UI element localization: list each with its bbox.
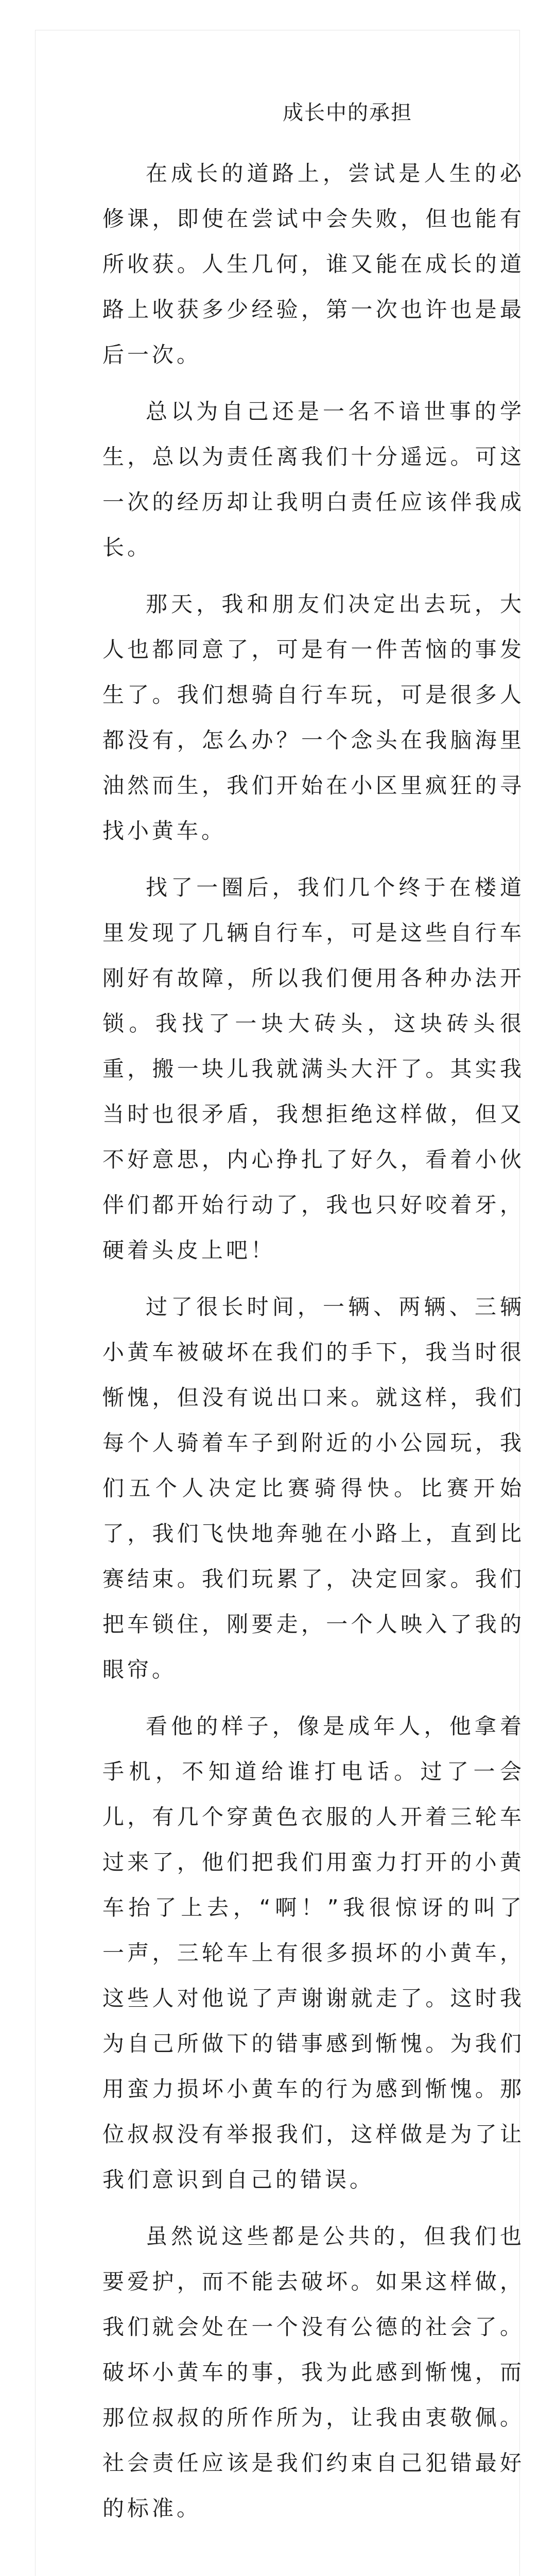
essay-paragraph-7: 虽然说这些都是公共的，但我们也要爱护，而不能去破坏。如果这样做，我们就会处在一个没有公德的社会了。破坏小黄车的事，我为此感到惭愧，而那位叔叔的所作所为，让我由衷敬佩。社会责任应该是我们约束自己犯错最好的标准。 bbox=[102, 2224, 525, 2521]
essay-paragraph-5: 过了很长时间，一辆、两辆、三辆小黄车被破坏在我们的手下，我当时很惭愧，但没有说出口来。就这样，我们每个人骑着车子到附近的小公园玩，我们五个人决定比赛骑得快。比赛开始了，我们飞快地奔驰在小路上，直到比赛结束。我们玩累了，决定回家。我们把车锁住，刚要走，一个人映入了我的眼帘。 bbox=[102, 1294, 525, 1682]
essay-paragraph-6: 看他的样子，像是成年人，他拿着手机，不知道给谁打电话。过了一会儿，有几个穿黄色衣服的人开着三轮车过来了，他们把我们用蛮力打开的小黄车抬了上去，“啊！”我很惊讶的叫了一声，三轮车上有很多损坏的小黄车，这些人对他说了声谢谢就走了。这时我为自己所做下的错事感到惭愧。为我们用蛮力损坏小黄车的行为感到惭愧。那位叔叔没有举报我们，这样做是为了让我们意识到自己的错误。 bbox=[102, 1714, 525, 2192]
essay-sheet bbox=[35, 30, 525, 2576]
essay-paragraph-1: 在成长的道路上，尝试是人生的必修课，即使在尝试中会失败，但也能有所收获。人生几何，谁又能在成长的道路上收获多少经验，第一次也许也是最后一次。 bbox=[102, 161, 525, 367]
essay-paragraph-2: 总以为自己还是一名不谙世事的学生，总以为责任离我们十分遥远。可这一次的经历却让我明白责任应该伴我成长。 bbox=[102, 399, 525, 560]
essay-body bbox=[102, 97, 525, 2543]
essay-paragraph-3: 那天，我和朋友们决定出去玩，大人也都同意了，可是有一件苦恼的事发生了。我们想骑自行车玩，可是很多人都没有，怎么办？一个念头在我脑海里油然而生，我们开始在小区里疯狂的寻找小黄车。 bbox=[102, 591, 525, 843]
essay-title: 成长中的承担 bbox=[283, 101, 412, 125]
essay-paragraph-4: 找了一圈后，我们几个终于在楼道里发现了几辆自行车，可是这些自行车刚好有故障，所以我们便用各种办法开锁。我找了一块大砖头，这块砖头很重，搬一块儿我就满头大汗了。其实我当时也很矛盾，我想拒绝这样做，但又不好意思，内心挣扎了好久，看着小伙伴们都开始行动了，我也只好咬着牙，硬着头皮上吧！ bbox=[102, 875, 525, 1263]
